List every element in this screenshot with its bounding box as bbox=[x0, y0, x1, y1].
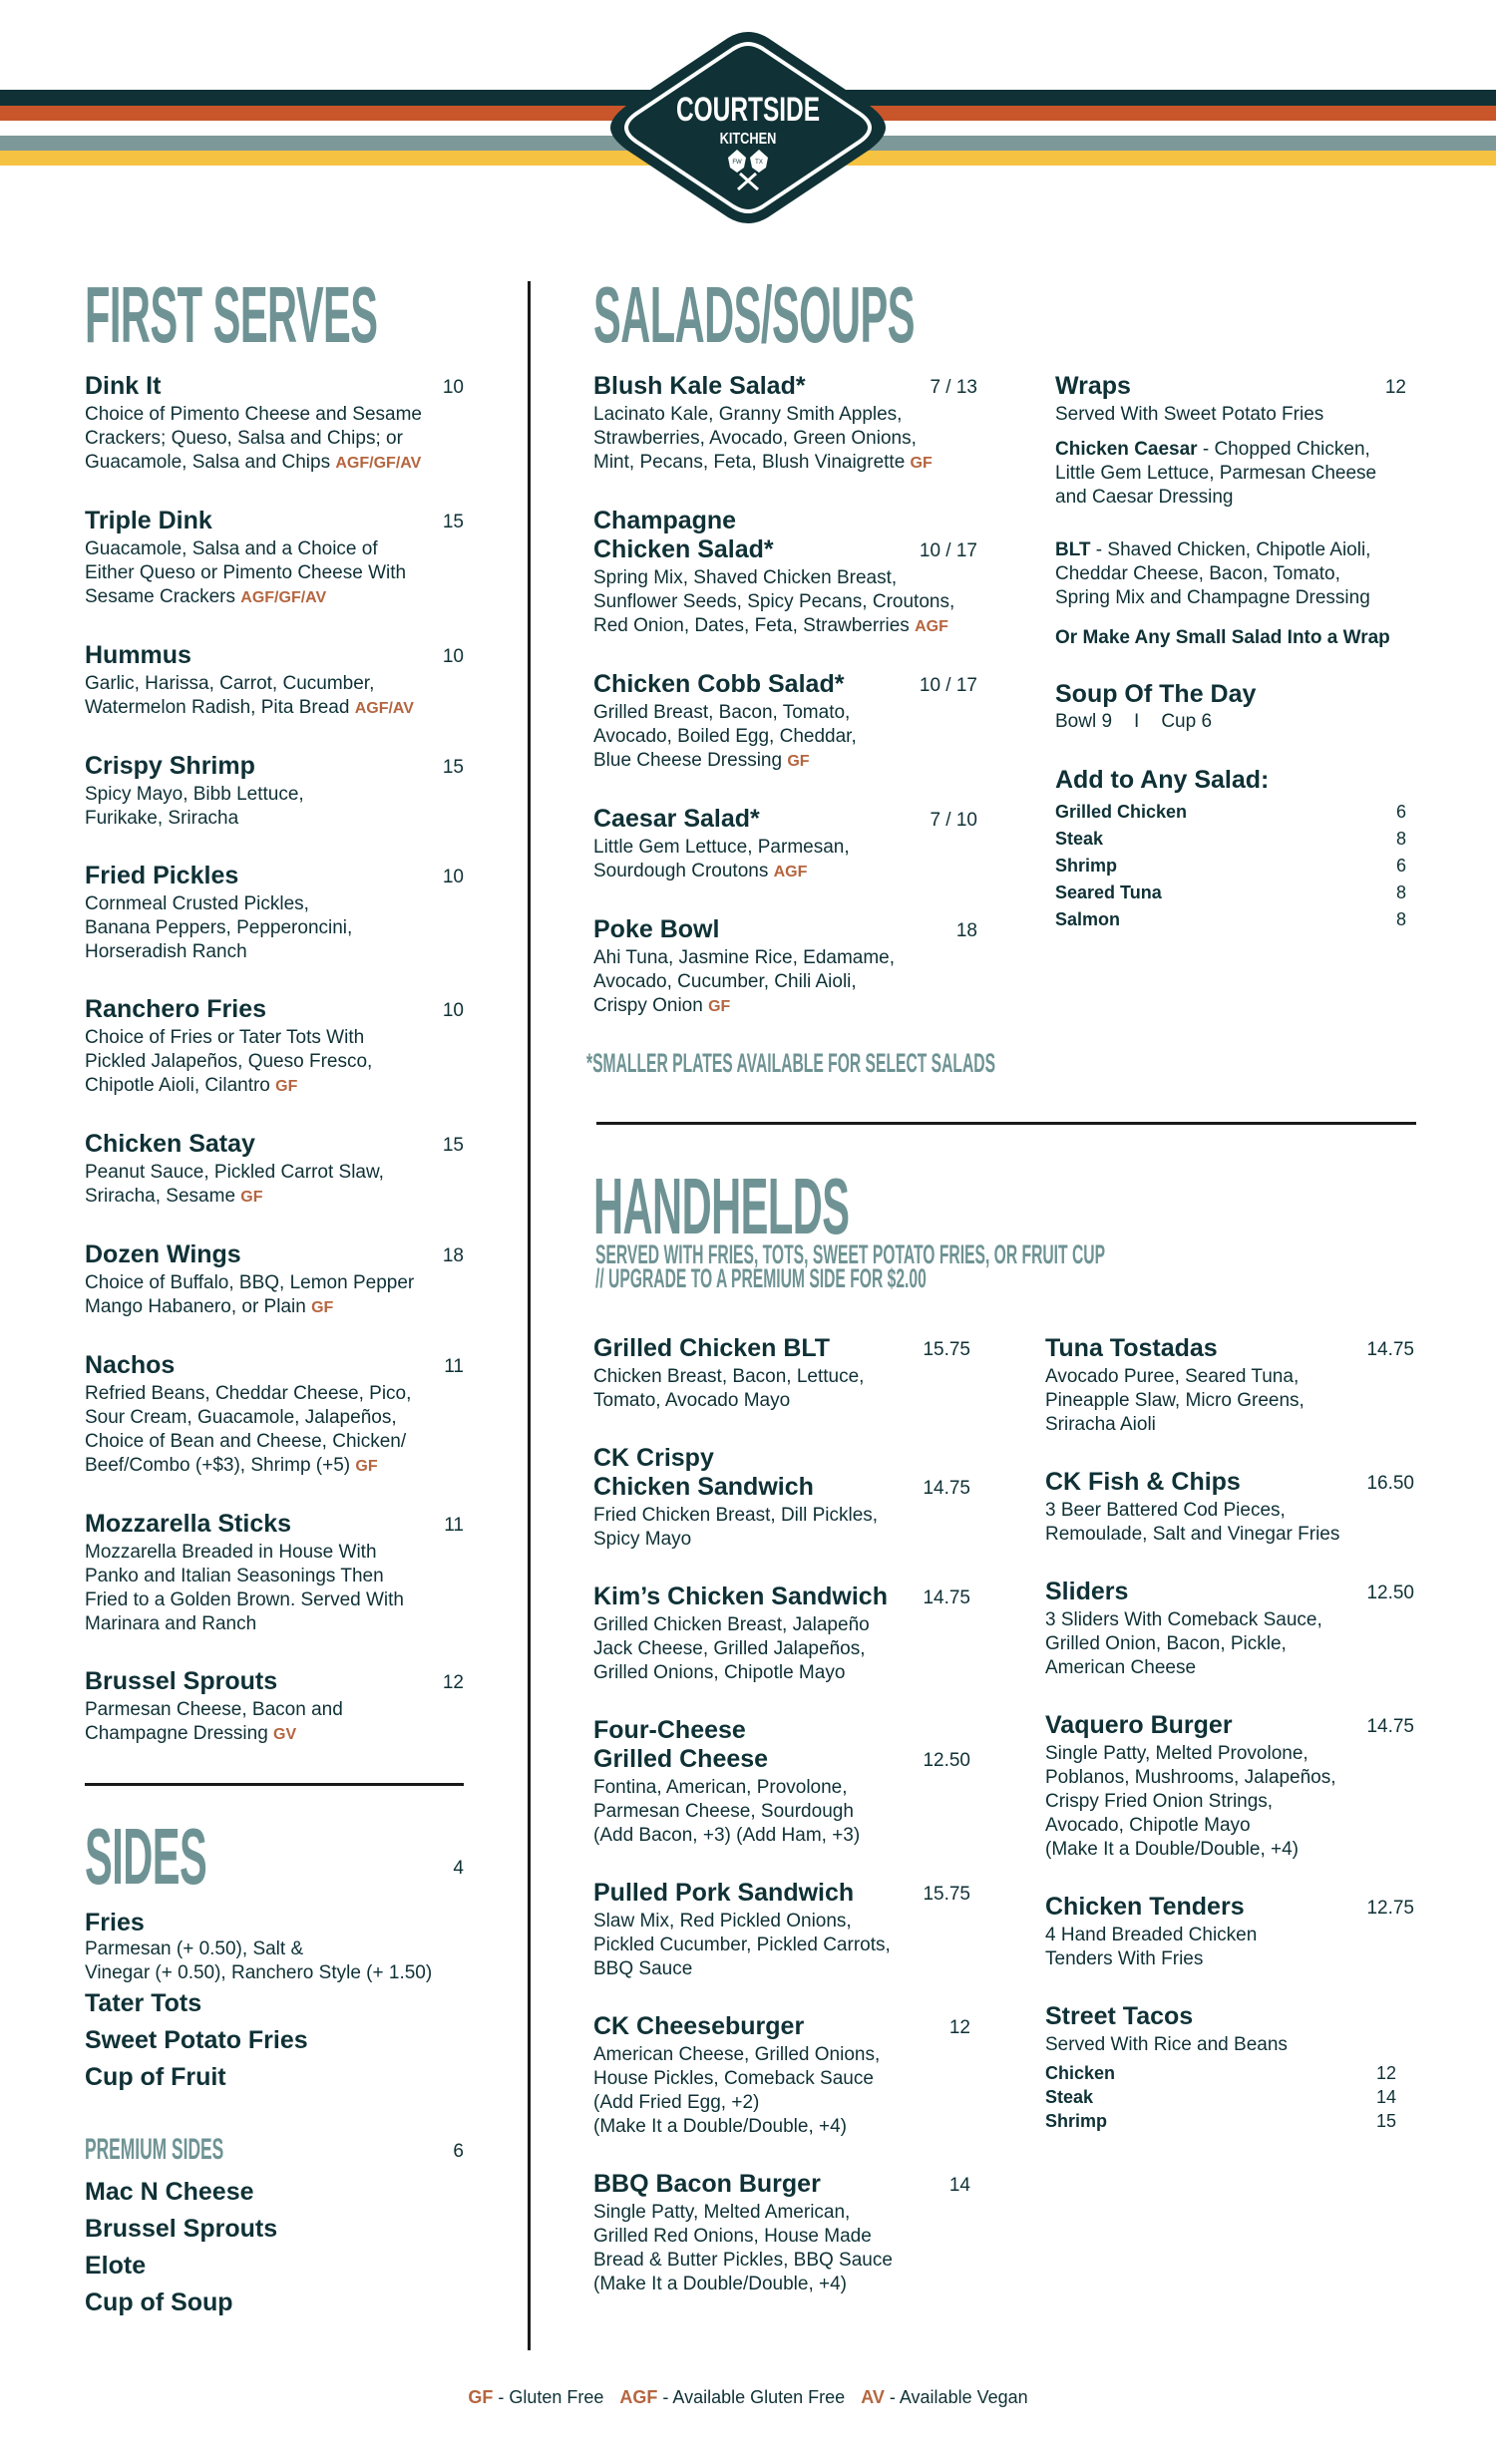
legend-code: AGF bbox=[619, 2387, 658, 2407]
item-desc-text: Avocado Puree, Seared Tuna, Pineapple Slaw, Micro Greens, Sriracha Aioli bbox=[1045, 1366, 1305, 1435]
item-price: 18 bbox=[955, 920, 977, 941]
option-row bbox=[1055, 880, 1406, 906]
logo-subtitle: KITCHEN bbox=[719, 130, 777, 149]
option-name: Grilled Chicken bbox=[1055, 802, 1188, 822]
item-price: 15.75 bbox=[923, 1884, 970, 1905]
option-name: Salmon bbox=[1055, 909, 1121, 929]
item-description bbox=[1045, 1742, 1414, 1862]
sides-divider bbox=[85, 1783, 464, 1786]
handhelds-divider bbox=[596, 1122, 1416, 1125]
wrap-option-chicken-caesar: Chicken Caesar - Chopped Chicken, Little Gem Lettuce, Parmesan Cheese and Caesar Dressing bbox=[1055, 439, 1377, 508]
item-header bbox=[85, 995, 464, 1024]
courtside-kitchen-logo bbox=[608, 28, 888, 227]
item-desc-text: Choice of Fries or Tater Tots With Pickled Jalapeños, Queso Fresco, Chipotle Aioli, Cilantro bbox=[85, 1027, 373, 1096]
item-name: Kim’s Chicken Sandwich bbox=[593, 1583, 888, 1610]
item-header bbox=[85, 1351, 464, 1380]
section-title-sides: SIDES bbox=[85, 1812, 207, 1901]
item-price: 10 bbox=[442, 1000, 464, 1021]
item-desc-text: Chicken Breast, Bacon, Lettuce, Tomato, Avocado Mayo bbox=[593, 1366, 865, 1411]
item-description bbox=[85, 892, 464, 964]
item-price: 10 bbox=[442, 867, 464, 887]
item-name: Hummus bbox=[85, 641, 191, 669]
item-name: Pulled Pork Sandwich bbox=[593, 1879, 855, 1907]
item-price: 7 / 10 bbox=[930, 810, 977, 831]
option-row bbox=[1055, 799, 1406, 826]
legend-code: AV bbox=[861, 2387, 885, 2407]
item-name: CK Fish & Chips bbox=[1045, 1468, 1241, 1496]
dietary-tag: GF bbox=[787, 753, 810, 770]
item-desc-text: Grilled Breast, Bacon, Tomato, Avocado, Boiled Egg, Cheddar, Blue Cheese Dressing bbox=[593, 702, 857, 771]
item-desc-text: Grilled Chicken Breast, Jalapeño Jack Cheese, Grilled Jalapeños, Grilled Onions, Chipotle Mayo bbox=[593, 1614, 870, 1683]
item-price: 14.75 bbox=[923, 1478, 970, 1499]
option-row bbox=[1055, 906, 1406, 933]
dietary-tag: AGF/GF/AV bbox=[240, 589, 327, 606]
item-name: Chicken Cobb Salad* bbox=[593, 670, 845, 698]
item-desc-text: Choice of Pimento Cheese and Sesame Crackers; Queso, Salsa and Chips; or Guacamole, Salsa and Chips bbox=[85, 404, 422, 473]
item-header bbox=[593, 372, 977, 401]
side-item: Tater Tots bbox=[85, 1989, 202, 2017]
option-price: 8 bbox=[1395, 829, 1406, 849]
item-price: 12 bbox=[948, 2017, 970, 2038]
section-title-salads-soups: SALADS/SOUPS bbox=[593, 270, 915, 359]
wraps-block bbox=[1055, 372, 1406, 427]
item-price: 18 bbox=[442, 1245, 464, 1266]
svg-text:TX: TX bbox=[755, 160, 763, 166]
menu-item bbox=[593, 1334, 970, 1413]
item-name: Blush Kale Salad* bbox=[593, 372, 806, 400]
item-header bbox=[85, 862, 464, 890]
menu-item-street-tacos: Street Tacos Served With Rice and Beans Chicken 12 Steak 14 Shrimp 15 bbox=[1045, 2002, 1396, 2131]
item-header bbox=[1045, 1711, 1414, 1740]
item-name: Chicken Tenders bbox=[1045, 1893, 1245, 1921]
dietary-tag: GF bbox=[708, 998, 731, 1015]
item-description bbox=[85, 1026, 464, 1099]
legend-code: GF bbox=[468, 2387, 494, 2407]
item-price: 14 bbox=[948, 2175, 970, 2196]
item-desc-text: Garlic, Harissa, Carrot, Cucumber, Watermelon Radish, Pita Bread bbox=[85, 673, 375, 718]
item-price: 12 bbox=[1384, 377, 1406, 398]
item-header bbox=[593, 1444, 970, 1502]
menu-item bbox=[593, 1716, 970, 1848]
item-price: 14.75 bbox=[923, 1587, 970, 1608]
item-price: 7 / 13 bbox=[930, 377, 977, 398]
item-desc-text: Peanut Sauce, Pickled Carrot Slaw, Sriracha, Sesame bbox=[85, 1162, 384, 1207]
dietary-tag: GF bbox=[240, 1189, 263, 1206]
item-header bbox=[85, 1130, 464, 1159]
premium-sides-title: PREMIUM SIDES bbox=[85, 2133, 224, 2166]
dietary-tag: GF bbox=[275, 1078, 298, 1095]
menu-item bbox=[593, 805, 977, 884]
option-name: Steak bbox=[1055, 829, 1104, 849]
item-price: 16.50 bbox=[1366, 1473, 1414, 1494]
item-desc-text: Spring Mix, Shaved Chicken Breast, Sunflower Seeds, Spicy Pecans, Croutons, Red Onion, Dates, Feta, Strawberries bbox=[593, 567, 955, 636]
menu-item bbox=[593, 507, 977, 639]
menu-item bbox=[85, 995, 464, 1099]
side-item: Cup of Fruit bbox=[85, 2063, 226, 2091]
legend-label: - Gluten Free bbox=[493, 2387, 604, 2407]
item-desc-text: 3 Sliders With Comeback Sauce, Grilled Onion, Bacon, Pickle, American Cheese bbox=[1045, 1609, 1322, 1678]
menu-item bbox=[85, 641, 464, 721]
item-price: 12.50 bbox=[923, 1750, 970, 1771]
item-description bbox=[593, 403, 977, 476]
item-desc-text: Fontina, American, Provolone, Parmesan Cheese, Sourdough (Add Bacon, +3) (Add Ham, +3) bbox=[593, 1777, 861, 1846]
option-price: 14 bbox=[1375, 2087, 1396, 2107]
legend-label: - Available Gluten Free bbox=[657, 2387, 846, 2407]
fries-desc: Parmesan (+ 0.50), Salt & Vinegar (+ 0.50), Ranchero Style (+ 1.50) bbox=[85, 1938, 433, 1983]
menu-item bbox=[85, 507, 464, 610]
item-name: Vaquero Burger bbox=[1045, 1711, 1233, 1739]
dietary-tag: GF bbox=[355, 1458, 378, 1475]
item-name: Wraps bbox=[1055, 372, 1131, 400]
item-name: Tuna Tostadas bbox=[1045, 1334, 1218, 1362]
dietary-tag: AGF bbox=[773, 864, 808, 880]
dietary-tag: AGF bbox=[915, 618, 948, 635]
item-name: Sliders bbox=[1045, 1578, 1129, 1605]
item-desc-text: Fried Chicken Breast, Dill Pickles, Spicy Mayo bbox=[593, 1505, 879, 1550]
item-price: 15 bbox=[442, 757, 464, 778]
item-description bbox=[85, 1271, 464, 1320]
item-header bbox=[1045, 1893, 1414, 1922]
item-name: CK Cheeseburger bbox=[593, 2012, 805, 2040]
item-header bbox=[593, 1716, 970, 1774]
item-description bbox=[85, 1382, 464, 1479]
menu-item bbox=[85, 1351, 464, 1479]
item-description bbox=[85, 403, 464, 476]
menu-item bbox=[593, 670, 977, 774]
dietary-tag: GF bbox=[311, 1299, 334, 1316]
sides-list bbox=[85, 1905, 484, 2096]
item-description bbox=[593, 836, 977, 884]
option-row bbox=[1055, 826, 1406, 853]
item-price: 15.75 bbox=[923, 1339, 970, 1360]
dietary-tag: GV bbox=[273, 1726, 297, 1743]
item-desc-text: Slaw Mix, Red Pickled Onions, Pickled Cucumber, Pickled Carrots, BBQ Sauce bbox=[593, 1911, 891, 1979]
menu-item bbox=[593, 2170, 970, 2296]
dietary-tag: AGF/GF/AV bbox=[335, 455, 422, 472]
premium-sides-list bbox=[85, 2174, 464, 2321]
legend-label: - Available Vegan bbox=[884, 2387, 1028, 2407]
item-name: Mozzarella Sticks bbox=[85, 1510, 292, 1538]
menu-item bbox=[85, 862, 464, 964]
item-description bbox=[593, 701, 977, 774]
item-desc-text: American Cheese, Grilled Onions, House Pickles, Comeback Sauce (Add Fried Egg, +2) (Make It a Double/Double, +4) bbox=[593, 2044, 881, 2137]
menu-item bbox=[1045, 1334, 1414, 1437]
item-description bbox=[85, 537, 464, 610]
item-desc-text: Ahi Tuna, Jasmine Rice, Edamame, Avocado, Cucumber, Chili Aioli, Crispy Onion bbox=[593, 947, 896, 1016]
item-desc-text: Cornmeal Crusted Pickles, Banana Peppers, Pepperoncini, Horseradish Ranch bbox=[85, 893, 353, 962]
dietary-tag: GF bbox=[910, 455, 933, 472]
wrap-note: Or Make Any Small Salad Into a Wrap bbox=[1055, 627, 1390, 648]
option-price: 6 bbox=[1395, 802, 1406, 822]
item-header bbox=[593, 915, 977, 944]
item-desc-text: Guacamole, Salsa and a Choice of Either Queso or Pimento Cheese With Sesame Crackers bbox=[85, 538, 407, 607]
soup-of-the-day: Soup Of The Day bbox=[1055, 680, 1257, 708]
menu-item bbox=[1045, 1578, 1414, 1680]
option-price: 8 bbox=[1395, 882, 1406, 902]
item-price: 10 / 17 bbox=[919, 675, 977, 696]
premium-side-item: Elote bbox=[85, 2252, 147, 2280]
menu-item bbox=[593, 1583, 970, 1685]
menu-item bbox=[85, 1667, 464, 1747]
item-name: Brussel Sprouts bbox=[85, 1667, 278, 1695]
item-header bbox=[1045, 1468, 1414, 1497]
item-header bbox=[593, 507, 977, 564]
item-description bbox=[1045, 1924, 1414, 1971]
menu-item bbox=[1045, 1468, 1414, 1547]
item-name: BBQ Bacon Burger bbox=[593, 2170, 821, 2198]
item-header bbox=[85, 752, 464, 781]
sides-price: 4 bbox=[453, 1858, 464, 1879]
item-description bbox=[593, 1504, 970, 1552]
item-desc-text: Choice of Buffalo, BBQ, Lemon Pepper Mango Habanero, or Plain bbox=[85, 1272, 415, 1317]
item-price: 12 bbox=[442, 1672, 464, 1693]
item-price: 14.75 bbox=[1366, 1339, 1414, 1360]
item-name: Triple Dink bbox=[85, 507, 212, 534]
item-header bbox=[85, 1240, 464, 1269]
item-desc: Served With Sweet Potato Fries bbox=[1055, 404, 1324, 425]
item-name: Dink It bbox=[85, 372, 162, 400]
legend-entry bbox=[468, 2387, 603, 2407]
item-header bbox=[1045, 1334, 1414, 1363]
first-serves-list bbox=[85, 372, 464, 1778]
item-header bbox=[593, 670, 977, 699]
item-header bbox=[593, 2012, 970, 2041]
section-title-first-serves: FIRST SERVES bbox=[85, 270, 378, 359]
side-item-fries: Fries Parmesan (+ 0.50), Salt & Vinegar (+ 0.50), Ranchero Style (+ 1.50) bbox=[85, 1905, 484, 1985]
item-header bbox=[593, 1879, 970, 1908]
item-name: CK Crispy Chicken Sandwich bbox=[593, 1444, 814, 1501]
menu-item bbox=[593, 372, 977, 476]
item-description bbox=[85, 1698, 464, 1747]
item-price: 10 bbox=[442, 646, 464, 667]
premium-sides-price: 6 bbox=[453, 2141, 464, 2162]
item-name: Caesar Salad* bbox=[593, 805, 760, 833]
item-name: Crispy Shrimp bbox=[85, 752, 255, 780]
salads-list bbox=[593, 372, 977, 1050]
item-description bbox=[85, 672, 464, 721]
menu-item bbox=[1045, 1893, 1414, 1971]
handhelds-right-list bbox=[1045, 1334, 1414, 2133]
legend-entry bbox=[861, 2387, 1027, 2407]
svg-text:FW: FW bbox=[732, 160, 742, 166]
option-price: 12 bbox=[1375, 2063, 1396, 2083]
handhelds-subtitle-2: // UPGRADE TO A PREMIUM SIDE FOR $2.00 bbox=[595, 1263, 927, 1293]
dietary-legend bbox=[0, 2387, 1496, 2408]
item-header bbox=[85, 372, 464, 401]
section-title-handhelds: HANDHELDS bbox=[593, 1162, 850, 1250]
item-price: 10 / 17 bbox=[919, 540, 977, 561]
option-name: Chicken bbox=[1045, 2063, 1116, 2083]
menu-item bbox=[85, 372, 464, 476]
option-price: 15 bbox=[1375, 2111, 1396, 2131]
item-header bbox=[593, 1334, 970, 1363]
option-name: Shrimp bbox=[1055, 856, 1118, 876]
item-description bbox=[1045, 1608, 1414, 1680]
item-desc-text: Mozzarella Breaded in House With Panko and Italian Seasonings Then Fried to a Golden Brown. Served With Marinara and Ranch bbox=[85, 1542, 404, 1634]
item-desc-text: 4 Hand Breaded Chicken Tenders With Fries bbox=[1045, 1925, 1258, 1969]
menu-item bbox=[593, 1444, 970, 1552]
item-description bbox=[593, 1776, 970, 1848]
item-price: 11 bbox=[444, 1356, 464, 1377]
item-name: Grilled Chicken BLT bbox=[593, 1334, 831, 1362]
item-price: 14.75 bbox=[1366, 1716, 1414, 1737]
menu-item bbox=[85, 1240, 464, 1320]
item-description bbox=[593, 946, 977, 1019]
item-description bbox=[85, 1161, 464, 1210]
item-name: Fried Pickles bbox=[85, 862, 239, 889]
item-desc-text: Refried Beans, Cheddar Cheese, Pico, Sour Cream, Guacamole, Jalapeños, Choice of Bean and Cheese, Chicken/ Beef/Combo (+$3), Shrimp (+5) bbox=[85, 1383, 412, 1476]
handhelds-left-list bbox=[593, 1334, 970, 2327]
option-price: 8 bbox=[1395, 909, 1406, 929]
item-price: 12.75 bbox=[1366, 1898, 1414, 1919]
item-name: Champagne Chicken Salad* bbox=[593, 507, 774, 563]
item-description bbox=[593, 1910, 970, 1981]
item-price: 12.50 bbox=[1366, 1583, 1414, 1603]
legend-entry bbox=[619, 2387, 845, 2407]
menu-item bbox=[85, 752, 464, 831]
item-description bbox=[593, 2043, 970, 2139]
option-row bbox=[1045, 2061, 1396, 2085]
option-row bbox=[1045, 2085, 1396, 2109]
item-name: Poke Bowl bbox=[593, 915, 720, 943]
premium-side-item: Mac N Cheese bbox=[85, 2178, 254, 2206]
item-description bbox=[593, 1365, 970, 1413]
option-name: Shrimp bbox=[1045, 2111, 1108, 2131]
menu-item bbox=[593, 2012, 970, 2139]
item-price: 15 bbox=[442, 1135, 464, 1156]
item-name: Ranchero Fries bbox=[85, 995, 267, 1023]
item-name: Nachos bbox=[85, 1351, 176, 1379]
item-header bbox=[593, 805, 977, 834]
option-name: Seared Tuna bbox=[1055, 882, 1162, 902]
item-name: Chicken Satay bbox=[85, 1130, 255, 1158]
menu-item bbox=[1045, 1711, 1414, 1862]
item-price: 11 bbox=[444, 1515, 464, 1536]
premium-side-item: Brussel Sprouts bbox=[85, 2215, 278, 2243]
item-header bbox=[85, 1667, 464, 1696]
item-header bbox=[85, 1510, 464, 1539]
item-description bbox=[85, 1541, 464, 1636]
item-desc-text: Single Patty, Melted American, Grilled Red Onions, House Made Bread & Butter Pickles, BBQ Sauce (Make It a Double/Double, +4) bbox=[593, 2202, 893, 2294]
option-row bbox=[1055, 853, 1406, 880]
soup-prices: Bowl 9 I Cup 6 bbox=[1055, 711, 1213, 732]
item-description bbox=[593, 1613, 970, 1685]
menu-item bbox=[85, 1130, 464, 1210]
add-to-salad-title: Add to Any Salad: bbox=[1055, 766, 1270, 794]
item-name: Four-Cheese Grilled Cheese bbox=[593, 1716, 769, 1773]
side-item: Sweet Potato Fries bbox=[85, 2026, 308, 2054]
option-row bbox=[1045, 2109, 1396, 2133]
dietary-tag: AGF/AV bbox=[354, 700, 414, 717]
option-name: Steak bbox=[1045, 2087, 1094, 2107]
item-name: Dozen Wings bbox=[85, 1240, 241, 1268]
smaller-plates-note: *SMALLER PLATES AVAILABLE FOR SELECT SALADS bbox=[586, 1048, 996, 1078]
item-header bbox=[593, 2170, 970, 2199]
column-divider bbox=[528, 281, 531, 2350]
menu-item bbox=[593, 915, 977, 1019]
menu-item bbox=[85, 1510, 464, 1636]
item-desc-text: 3 Beer Battered Cod Pieces, Remoulade, Salt and Vinegar Fries bbox=[1045, 1500, 1340, 1545]
item-price: 15 bbox=[442, 512, 464, 532]
menu-item bbox=[593, 1879, 970, 1981]
item-header bbox=[85, 641, 464, 670]
item-description bbox=[85, 783, 464, 831]
item-description bbox=[593, 566, 977, 639]
item-description bbox=[1045, 1365, 1414, 1437]
premium-side-item: Cup of Soup bbox=[85, 2288, 233, 2316]
item-desc-text: Lacinato Kale, Granny Smith Apples, Strawberries, Avocado, Green Onions, Mint, Pecans, Feta, Blush Vinaigrette bbox=[593, 404, 917, 473]
handhelds-subtitle-1: SERVED WITH FRIES, TOTS, SWEET POTATO FRIES, OR FRUIT CUP bbox=[595, 1239, 1106, 1269]
item-desc-text: Parmesan Cheese, Bacon and Champagne Dressing bbox=[85, 1699, 343, 1744]
item-description bbox=[593, 2201, 970, 2296]
wrap-option-blt: BLT - Shaved Chicken, Chipotle Aioli, Cheddar Cheese, Bacon, Tomato, Spring Mix and Champagne Dressing bbox=[1055, 539, 1371, 608]
item-desc-text: Little Gem Lettuce, Parmesan, Sourdough Croutons bbox=[593, 837, 850, 881]
add-to-salad-list bbox=[1055, 799, 1406, 933]
option-price: 6 bbox=[1395, 856, 1406, 876]
logo-title: COURTSIDE bbox=[675, 91, 821, 130]
item-header bbox=[593, 1583, 970, 1611]
item-description bbox=[1045, 1499, 1414, 1547]
item-header bbox=[85, 507, 464, 535]
item-desc-text: Single Patty, Melted Provolone, Poblanos, Mushrooms, Jalapeños, Crispy Fried Onion Strings, Avocado, Chipotle Mayo (Make It a Double/Double, +4) bbox=[1045, 1743, 1336, 1860]
item-desc-text: Spicy Mayo, Bibb Lettuce, Furikake, Sriracha bbox=[85, 784, 304, 829]
item-price: 10 bbox=[442, 377, 464, 398]
item-header bbox=[1045, 1578, 1414, 1606]
